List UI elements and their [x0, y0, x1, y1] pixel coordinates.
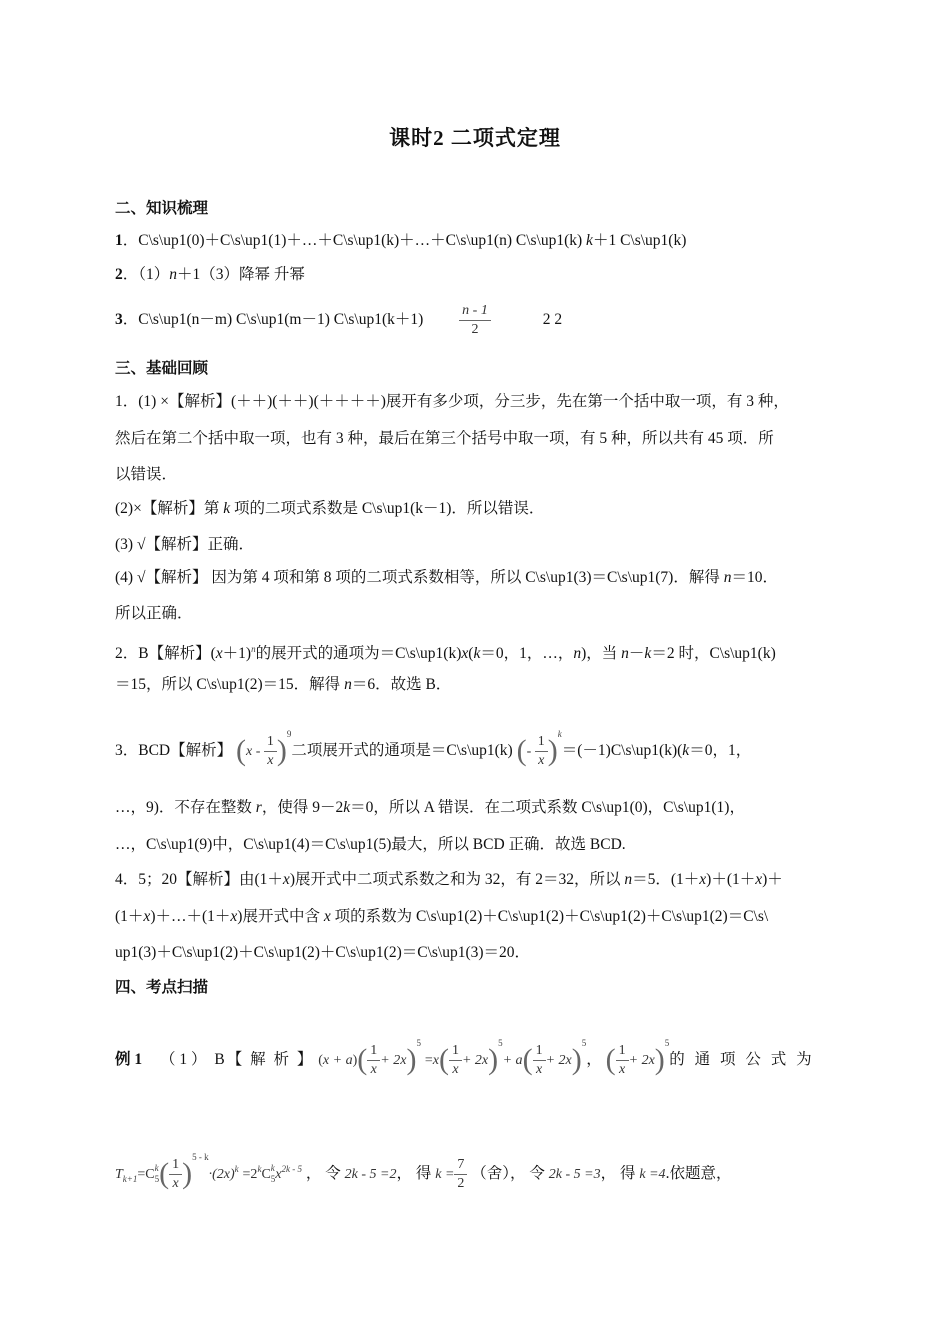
- paren-open: (: [236, 734, 246, 768]
- review-3-line-3: …，C\s\up1(9)中，C\s\up1(4)＝C\s\up1(5)最大，所以 BCD 正确．故选 BCD.: [115, 836, 626, 853]
- item-text: ．（1）: [122, 266, 170, 283]
- item-tail: ＋1（3）降幂 升幂: [177, 266, 305, 283]
- fraction-1-over-x: $\frac{1}{x}$: [616, 1042, 629, 1079]
- section-heading-knowledge: 二、知识梳理: [115, 200, 209, 217]
- paren-close: ): [276, 734, 287, 768]
- var-k: k: [586, 232, 593, 249]
- fraction-1-over-x: $\frac{1}{x}$: [449, 1042, 462, 1079]
- review-2-line-2: ＝15，所以 C\s\up1(2)＝15．解得 n＝6．故选 B．: [115, 676, 452, 693]
- review-1-3: (3) √【解析】正确．: [115, 536, 254, 553]
- review-4-line-2: (1＋x)＋…＋(1＋x)展开式中含 x 项的系数为 C\s\up1(2)＋C\s\up1(2)＋C\s\up1(2)＋C\s\up1(2)＝C\s\: [115, 908, 769, 925]
- knowledge-item-3: [115, 300, 845, 340]
- review-2-line-1: 2．B【解析】$(x+1)^n$的展开式的通项为＝C\s\up1(k)x(k＝0，1，…，n)，当 n－k＝2 时，C\s\up1(k): [115, 644, 776, 663]
- item-tail: ＋1 C\s\up1(k): [592, 232, 687, 249]
- paren-open: (: [159, 1157, 170, 1191]
- review-1-2: (2)×【解析】第 k 项的二项式系数是 C\s\up1(k－1)．所以错误．: [115, 500, 545, 517]
- review-1-line-2: 然后在第二个括中取一项，也有 3 种，最后在第三个括号中取一项，有 5 种，所以共有 45 项．所: [115, 430, 774, 447]
- item-number: 1: [115, 232, 123, 249]
- example-1-line-2: $T_{k+1}=C$ k 5 ( $\frac{1}{x}$ )$^{5 - k}\cdot(2x)^k =2^kC$ k 5 $x^{2k - 5}$ ， 令 2k - 5 =2， 得 k = $\frac{7}{2}$ （舍）， 令 2k - 5 =3， 得 k =4.依题意，: [115, 1152, 732, 1191]
- paren-close: ): [406, 1043, 417, 1077]
- item-text: ．C\s\up1(n－m) C\s\up1(m－1) C\s\up1(k＋1): [122, 311, 424, 328]
- paren-close: ): [654, 1043, 665, 1077]
- paren-close: ): [488, 1043, 499, 1077]
- page-title: 课时2 二项式定理: [389, 126, 561, 150]
- review-1-line-1: 1．(1) ×【解析】(＋＋)(＋＋)(＋＋＋＋)展开有多少项，分三步，先在第一个括中取一项，有 3 种，: [115, 393, 789, 410]
- section-heading-scan: 四、考点扫描: [115, 979, 209, 996]
- paren-open: (: [438, 1043, 449, 1077]
- item-text: ．C\s\up1(0)＋C\s\up1(1)＋…＋C\s\up1(k)＋…＋C\s\up1(n) C\s\up1(k): [122, 232, 587, 249]
- review-3-line-2: …，9)．不存在整数 r，使得 9－2k＝0，所以 A 错误．在二项式系数 C\s\up1(0)，C\s\up1(1)，: [115, 799, 745, 816]
- fraction-1-over-x: $\frac{1}{x}$: [367, 1042, 380, 1079]
- review-3-line-1: 3．BCD【解析】 (x - $\frac{1}{x}$ )$^9$二项展开式的通项是＝C\s\up1(k) (- $\frac{1}{x}$ )$^k$＝(－1)C\s\up1(k)(k＝0，1，: [115, 729, 752, 768]
- paren-open: (: [516, 734, 527, 768]
- fraction-n-minus-1-over-2: $\frac{n - 1}{2}$: [459, 302, 491, 339]
- paren-close: ): [547, 734, 558, 768]
- paren-close: ): [571, 1043, 582, 1077]
- item-tail: 2 2: [542, 311, 563, 328]
- fraction-7-over-2: $\frac{7}{2}$: [454, 1156, 467, 1193]
- fraction-1-over-x: $\frac{1}{x}$: [169, 1156, 182, 1193]
- knowledge-item-1: [115, 230, 845, 252]
- binom-indices: k 5: [154, 1163, 160, 1185]
- section-heading-review: 三、基础回顾: [115, 360, 209, 377]
- binom-indices: k 5: [270, 1163, 276, 1185]
- fraction-1-over-x: $\frac{1}{x}$: [535, 733, 548, 770]
- fraction-1-over-x: $\frac{1}{x}$: [264, 733, 277, 770]
- var-n: n: [169, 266, 178, 283]
- fraction-1-over-x: $\frac{1}{x}$: [533, 1042, 546, 1079]
- item-number: 3: [115, 311, 123, 328]
- review-1-4-line-2: 所以正确．: [115, 605, 193, 622]
- knowledge-item-2: [115, 264, 845, 286]
- item-number: 2: [115, 266, 123, 283]
- paren-close: ): [182, 1157, 193, 1191]
- paren-open: (: [522, 1043, 533, 1077]
- paren-open: (: [357, 1043, 368, 1077]
- review-1-line-3: 以错误．: [115, 466, 178, 483]
- review-4-line-1: 4．5；20【解析】由(1＋x)展开式中二项式系数之和为 32，有 2＝32，所以 n＝5．(1＋x)＋(1＋x)＋: [115, 871, 783, 888]
- review-4-line-3: up1(3)＋C\s\up1(2)＋C\s\up1(2)＋C\s\up1(2)＝C\s\up1(3)＝20．: [115, 944, 531, 961]
- paren-open: (: [605, 1043, 616, 1077]
- review-1-4-line-1: (4) √【解析】 因为第 4 项和第 8 项的二项式系数相等，所以 C\s\up1(3)＝C\s\up1(7)．解得 n＝10．: [115, 569, 778, 586]
- example-1-line-1: 例 1 （ 1 ） B【 解 析 】 (x + a)( $\frac{1}{x}$ + 2x)$^5$ =x( $\frac{1}{x}$ + 2x)$^5$+ a( $\frac{1}{x}$ + 2x)$^5$， ( $\frac{1}{x}$ + 2x)$^5$的 通 项 公 式 为: [115, 1038, 815, 1077]
